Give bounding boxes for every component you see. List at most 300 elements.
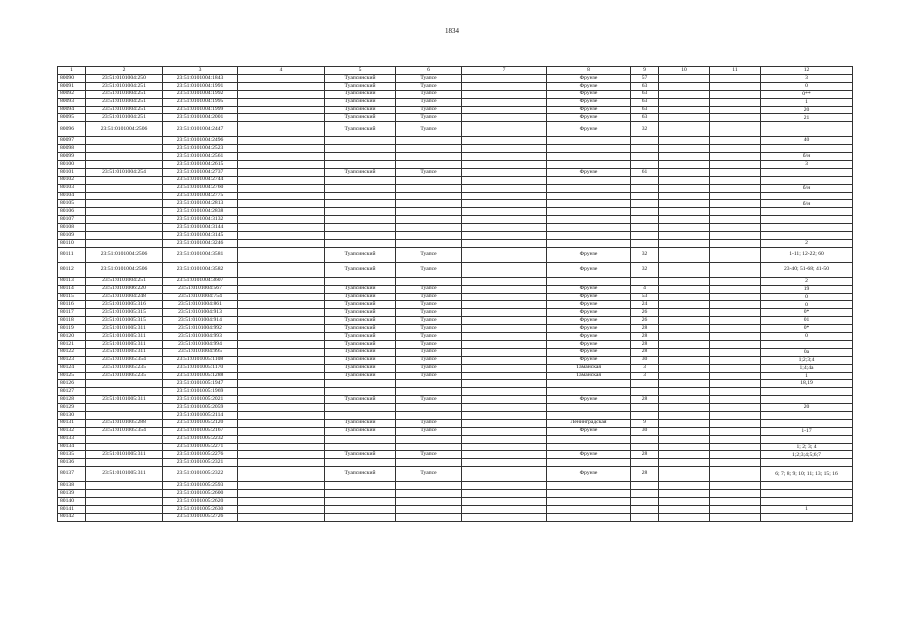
cell-col-6 [396,137,462,145]
cell-col-8: Фрунзе [547,396,631,404]
cell-col-6: Туапсе [396,348,462,356]
cell-col-11 [710,505,761,513]
cell-col-8: Фрунзе [547,247,631,262]
cell-col-9: 30 [631,356,659,364]
cell-col-3: 23:51:0101004:2447 [163,122,238,137]
cell-col-4 [238,490,325,498]
table-row [58,348,853,356]
cell-col-1: 80142 [58,513,86,521]
cell-col-8 [547,184,631,192]
cell-col-5: Туапсинский [325,333,396,341]
cell-col-12 [761,122,853,137]
cell-col-2: 23:51:0101004:250 [86,75,163,83]
cell-col-3: 23:51:0101005:1108 [163,356,238,364]
cell-col-10 [659,168,710,176]
cell-col-3: 23:51:0101004:994 [163,340,238,348]
cell-col-6 [396,443,462,451]
cell-col-3: 23:51:0101004:3246 [163,239,238,247]
cell-col-7 [462,208,547,216]
cell-col-2 [86,513,163,521]
cell-col-12: 0 [761,293,853,301]
cell-col-11 [710,404,761,412]
cell-col-5: Туапсинский [325,356,396,364]
cell-col-8 [547,513,631,521]
cell-col-11 [710,333,761,341]
cell-col-4 [238,301,325,309]
cell-col-9 [631,277,659,285]
cell-col-5 [325,208,396,216]
cell-col-6: Туапсе [396,301,462,309]
cell-col-11 [710,224,761,232]
cell-col-9: 63 [631,106,659,114]
cell-col-1: 80129 [58,404,86,412]
table-row [58,356,853,364]
cell-col-7 [462,427,547,435]
cell-col-10 [659,364,710,372]
cell-col-1: 80115 [58,293,86,301]
cell-col-6 [396,176,462,184]
cell-col-12 [761,513,853,521]
cell-col-5 [325,490,396,498]
cell-col-6 [396,145,462,153]
cell-col-4 [238,482,325,490]
cell-col-10 [659,285,710,293]
cell-col-12: 0 [761,301,853,309]
cell-col-10 [659,161,710,169]
cell-col-9: 28 [631,340,659,348]
cell-col-9: 30 [631,427,659,435]
table-row [58,419,853,427]
cell-col-1: 80133 [58,435,86,443]
cadastral-table [57,66,853,522]
cell-col-9: 28 [631,325,659,333]
cell-col-3: 23:51:0101004:1995 [163,98,238,106]
cell-col-7 [462,364,547,372]
cell-col-2: 23:51:0101005:311 [86,333,163,341]
cell-col-2 [86,443,163,451]
cell-col-2 [86,411,163,419]
cell-col-4 [238,459,325,467]
cell-col-12: б/н [761,200,853,208]
cell-col-2 [86,145,163,153]
cell-col-7 [462,106,547,114]
cell-col-3: 23:51:0101004:2561 [163,153,238,161]
table-row [58,168,853,176]
cell-col-4 [238,293,325,301]
cell-col-4 [238,137,325,145]
cell-col-3: 23:51:0101004:2615 [163,161,238,169]
cell-col-9: 63 [631,90,659,98]
cell-col-12: 1;4;4а [761,364,853,372]
cell-col-1: 80130 [58,411,86,419]
cell-col-3: 23:51:0101004:567 [163,285,238,293]
cell-col-8: Фрунзе [547,262,631,277]
cell-col-4 [238,309,325,317]
cell-col-1: 80095 [58,114,86,122]
cell-col-10 [659,106,710,114]
cell-col-10 [659,239,710,247]
cell-col-5: Туапсинский [325,301,396,309]
cell-col-5: Туапсинский [325,285,396,293]
table-row [58,411,853,419]
cell-col-12: 3 [761,161,853,169]
cell-col-2 [86,459,163,467]
cell-col-8 [547,176,631,184]
cell-col-9 [631,224,659,232]
table-row [58,459,853,467]
cell-col-7 [462,216,547,224]
cell-col-7 [462,443,547,451]
cell-col-9 [631,513,659,521]
cell-col-8: Фрунзе [547,90,631,98]
table-row [58,513,853,521]
cell-col-12 [761,396,853,404]
cell-col-3: 23:51:0101005:1947 [163,380,238,388]
cell-col-5 [325,443,396,451]
cell-col-1: 80125 [58,372,86,380]
cell-col-12: 0а [761,348,853,356]
cell-col-9: 57 [631,75,659,83]
cell-col-12: б/н [761,184,853,192]
cell-col-2: 23:51:0101004:2506 [86,262,163,277]
cell-col-8 [547,459,631,467]
cell-col-2: 23:51:0101004:248 [86,293,163,301]
cell-col-6 [396,184,462,192]
cell-col-12 [761,145,853,153]
cell-col-12: 0* [761,325,853,333]
cell-col-5 [325,224,396,232]
table-row [58,224,853,232]
cell-col-11 [710,309,761,317]
table-row [58,82,853,90]
cell-col-8: Фрунзе [547,340,631,348]
cell-col-11 [710,176,761,184]
cell-col-6 [396,459,462,467]
cell-col-12: 1 [761,372,853,380]
cell-col-12 [761,192,853,200]
cell-col-6: Туапсе [396,317,462,325]
cell-col-11 [710,419,761,427]
table-row [58,293,853,301]
cell-col-5 [325,435,396,443]
cell-col-1: 80107 [58,216,86,224]
cell-col-2 [86,388,163,396]
cell-col-9: 28 [631,396,659,404]
cell-col-6 [396,513,462,521]
cell-col-9: 28 [631,333,659,341]
cell-col-10 [659,98,710,106]
cell-col-12 [761,232,853,240]
table-row [58,277,853,285]
cell-col-9: 26 [631,309,659,317]
cell-col-1: 80137 [58,467,86,482]
cell-col-6 [396,505,462,513]
cell-col-1: 80109 [58,232,86,240]
cell-col-3: 23:51:0101005:2600 [163,490,238,498]
cell-col-5: Туапсинский [325,75,396,83]
header-cell-7: 7 [462,67,547,75]
cell-col-6 [396,153,462,161]
table-row [58,490,853,498]
cell-col-3: 23:51:0101004:754 [163,293,238,301]
table-row [58,309,853,317]
cell-col-9: 63 [631,82,659,90]
cell-col-4 [238,90,325,98]
cell-col-3: 23:51:0101004:2001 [163,114,238,122]
cell-col-5 [325,200,396,208]
table-row [58,90,853,98]
cell-col-7 [462,459,547,467]
cell-col-1: 80132 [58,427,86,435]
cell-col-11 [710,153,761,161]
cell-col-7 [462,482,547,490]
cell-col-9: 63 [631,114,659,122]
cell-col-3: 23:51:0101004:1992 [163,90,238,98]
cell-col-4 [238,396,325,404]
cell-col-4 [238,356,325,364]
cell-col-10 [659,153,710,161]
cell-col-2: 23:51:0101005:311 [86,348,163,356]
cell-col-7 [462,98,547,106]
cell-col-2 [86,137,163,145]
table-row [58,208,853,216]
cell-col-8 [547,192,631,200]
cell-col-1: 80134 [58,443,86,451]
cell-col-10 [659,208,710,216]
cell-col-12 [761,224,853,232]
cell-col-3: 23:51:0101004:993 [163,333,238,341]
table-row [58,192,853,200]
cell-col-5: Туапсинский [325,467,396,482]
cell-col-6: Туапсе [396,356,462,364]
cell-col-5 [325,388,396,396]
table-row [58,396,853,404]
cell-col-9: 32 [631,262,659,277]
cell-col-12: 0* [761,309,853,317]
table-row [58,505,853,513]
table-row [58,247,853,262]
cell-col-9 [631,200,659,208]
cell-col-4 [238,184,325,192]
table-row [58,98,853,106]
cell-col-7 [462,333,547,341]
cell-col-4 [238,145,325,153]
header-cell-12: 12 [761,67,853,75]
cell-col-8 [547,505,631,513]
cell-col-8: Фрунзе [547,106,631,114]
cell-col-9: 24 [631,301,659,309]
cell-col-7 [462,176,547,184]
cell-col-5 [325,505,396,513]
cell-col-6: Туапсе [396,372,462,380]
cell-col-11 [710,388,761,396]
cell-col-10 [659,216,710,224]
cell-col-3: 23:51:0101005:2726 [163,513,238,521]
table-row [58,497,853,505]
cell-col-1: 80111 [58,247,86,262]
cell-col-7 [462,114,547,122]
cell-col-2: 23:51:0101005:315 [86,309,163,317]
cell-col-1: 80101 [58,168,86,176]
cell-col-2: 23:51:0101005:316 [86,301,163,309]
table-row [58,239,853,247]
cell-col-2 [86,176,163,184]
cell-col-11 [710,459,761,467]
cell-col-11 [710,137,761,145]
header-cell-3: 3 [163,67,238,75]
cell-col-4 [238,285,325,293]
cell-col-12: 1;2;3;4;5;6;7 [761,451,853,459]
header-cell-11: 11 [710,67,761,75]
cell-col-7 [462,372,547,380]
cell-col-3: 23:51:0101005:2630 [163,505,238,513]
cell-col-6: Туапсе [396,451,462,459]
cell-col-10 [659,325,710,333]
cell-col-8: Фрунзе [547,168,631,176]
cell-col-11 [710,262,761,277]
cell-col-5 [325,216,396,224]
cell-col-4 [238,114,325,122]
cell-col-12 [761,419,853,427]
cell-col-2 [86,224,163,232]
cell-col-10 [659,184,710,192]
cell-col-4 [238,262,325,277]
cell-col-11 [710,293,761,301]
cell-col-12: 0 [761,333,853,341]
cell-col-10 [659,277,710,285]
cell-col-6: Туапсе [396,82,462,90]
cell-col-2: 23:51:0101005:354 [86,427,163,435]
cell-col-11 [710,443,761,451]
cell-col-5: Туапсинский [325,396,396,404]
cell-col-4 [238,232,325,240]
cell-col-7 [462,497,547,505]
cell-col-11 [710,168,761,176]
cell-col-7 [462,435,547,443]
cell-col-3: 23:51:0101005:2167 [163,427,238,435]
cell-col-7 [462,153,547,161]
cell-col-8 [547,161,631,169]
table-row [58,106,853,114]
cell-col-3: 23:51:0101004:1991 [163,82,238,90]
cell-col-7 [462,380,547,388]
cell-col-8: Фрунзе [547,285,631,293]
cell-col-5 [325,411,396,419]
cell-col-6: Туапсе [396,427,462,435]
cell-col-11 [710,75,761,83]
cell-col-3: 23:51:0101005:1288 [163,372,238,380]
cell-col-6 [396,216,462,224]
cell-col-8 [547,435,631,443]
cell-col-10 [659,333,710,341]
cell-col-10 [659,82,710,90]
cell-col-4 [238,372,325,380]
cell-col-2 [86,192,163,200]
cell-col-4 [238,75,325,83]
cell-col-1: 80110 [58,239,86,247]
table-row [58,137,853,145]
cell-col-1: 80100 [58,161,86,169]
cell-col-6: Туапсе [396,122,462,137]
cell-col-1: 80127 [58,388,86,396]
cell-col-3: 23:51:0101004:1999 [163,106,238,114]
cell-col-6 [396,200,462,208]
cell-col-5: Туапсинский [325,122,396,137]
cell-col-8 [547,145,631,153]
cell-col-10 [659,293,710,301]
cell-col-1: 80091 [58,82,86,90]
cell-col-4 [238,467,325,482]
cell-col-10 [659,122,710,137]
cell-col-10 [659,411,710,419]
cell-col-7 [462,325,547,333]
cell-col-7 [462,137,547,145]
cell-col-4 [238,82,325,90]
cell-col-1: 80108 [58,224,86,232]
cell-col-10 [659,396,710,404]
cell-col-10 [659,262,710,277]
cell-col-2 [86,184,163,192]
cell-col-1: 80113 [58,277,86,285]
cell-col-7 [462,192,547,200]
cell-col-12: 6; 7; 8; 9; 10; 11; 13; 15; 16 [761,467,853,482]
table-row [58,145,853,153]
cell-col-7 [462,293,547,301]
cell-col-8: Фрунзе [547,122,631,137]
cell-col-5: Туапсинский [325,90,396,98]
cell-col-6 [396,435,462,443]
cell-col-11 [710,467,761,482]
cell-col-6 [396,161,462,169]
cell-col-8 [547,277,631,285]
cell-col-2 [86,161,163,169]
cell-col-9 [631,435,659,443]
cell-col-3: 23:51:0101004:2775 [163,192,238,200]
cell-col-8 [547,497,631,505]
cell-col-8 [547,380,631,388]
cell-col-1: 80123 [58,356,86,364]
cell-col-1: 80124 [58,364,86,372]
cell-col-7 [462,340,547,348]
cell-col-11 [710,348,761,356]
cell-col-6 [396,490,462,498]
cell-col-2: 23:51:0101005:288 [86,419,163,427]
cell-col-1: 80106 [58,208,86,216]
cell-col-12: 0 [761,82,853,90]
cell-col-9 [631,145,659,153]
cell-col-3: 23:51:0101005:1170 [163,364,238,372]
cell-col-11 [710,184,761,192]
cell-col-5: Туапсинский [325,451,396,459]
table-row [58,122,853,137]
cell-col-11 [710,145,761,153]
cell-col-4 [238,176,325,184]
cell-col-8: Фрунзе [547,293,631,301]
cell-col-4 [238,161,325,169]
cell-col-3: 23:51:0101004:2744 [163,176,238,184]
table-row [58,340,853,348]
cell-col-5 [325,404,396,412]
cell-col-7 [462,184,547,192]
cell-col-1: 80117 [58,309,86,317]
cell-col-9 [631,411,659,419]
cell-col-7 [462,161,547,169]
cell-col-1: 80131 [58,419,86,427]
cell-col-3: 23:51:0101005:2059 [163,404,238,412]
cell-col-1: 80105 [58,200,86,208]
cell-col-9: 61 [631,168,659,176]
cell-col-3: 23:51:0101004:3132 [163,216,238,224]
